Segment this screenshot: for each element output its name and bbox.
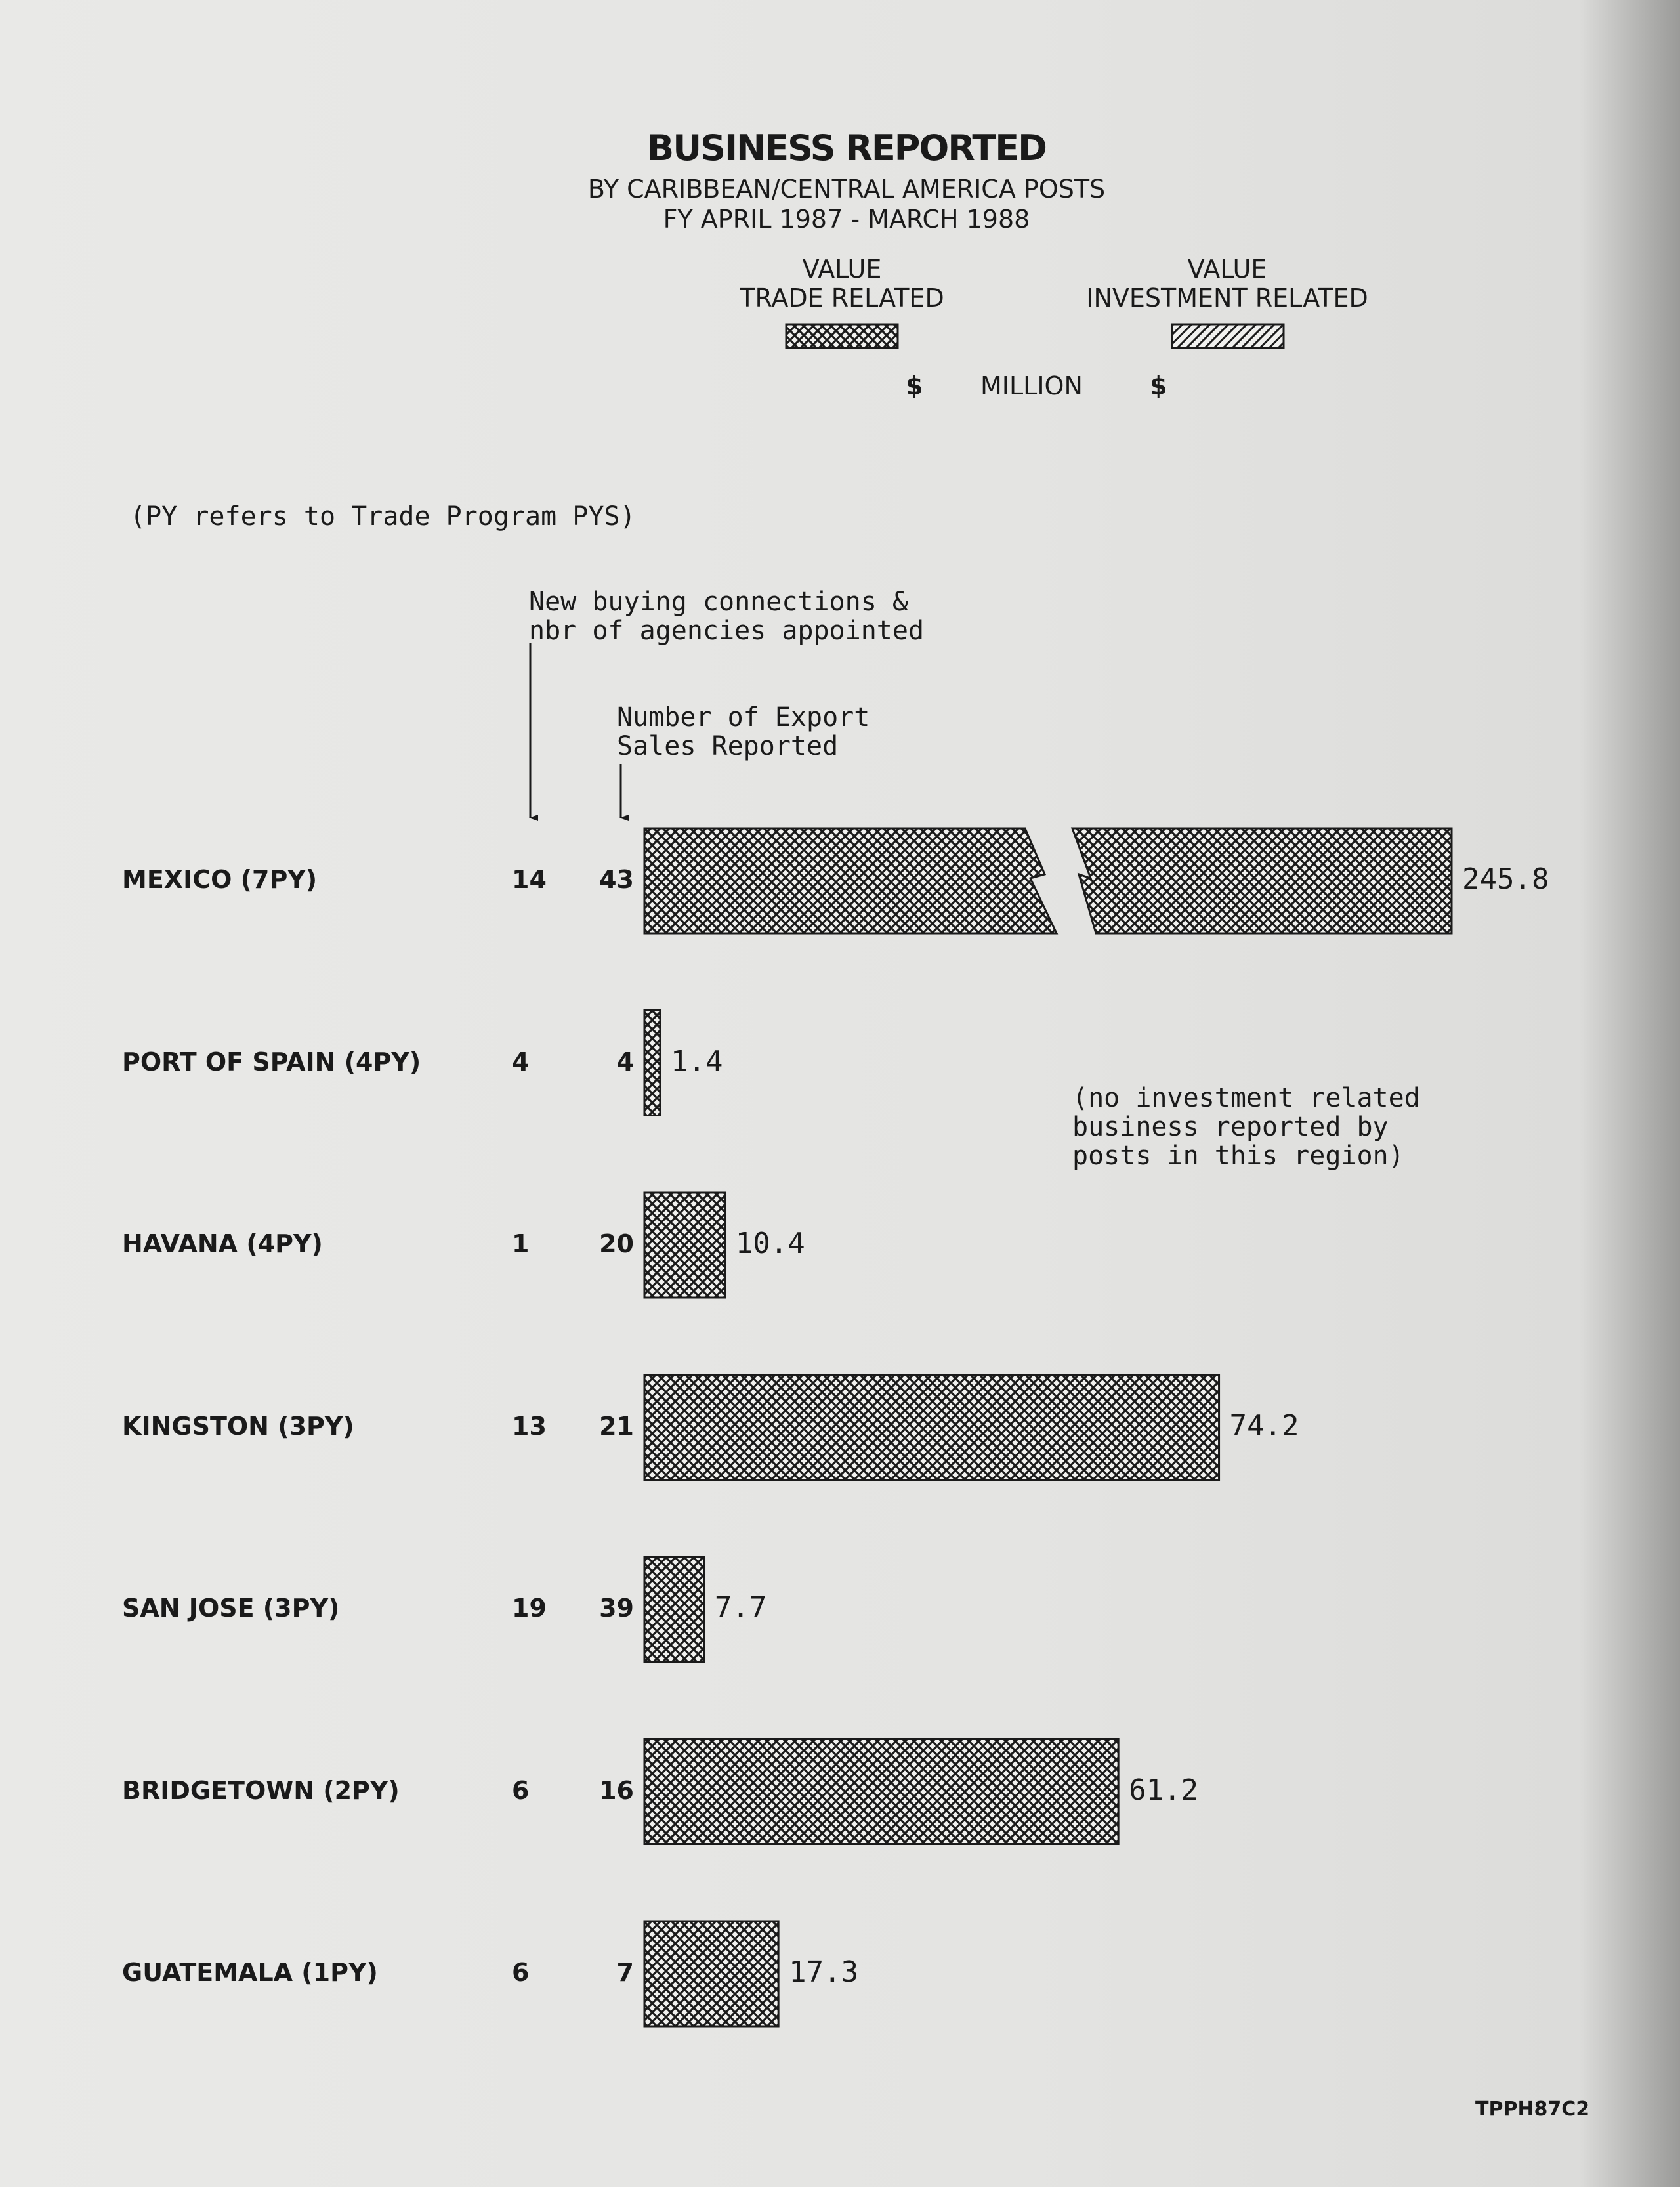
bar-trade [644, 1557, 704, 1662]
category-label: KINGSTON (3PY) [122, 1411, 354, 1441]
no-investment-note-line1: (no investment related [1072, 1083, 1420, 1113]
buying-connections-value: 14 [512, 865, 547, 894]
chart-title: BUSINESS REPORTED [647, 127, 1046, 169]
py-note: (PY refers to Trade Program PYS) [130, 501, 636, 532]
category-label: GUATEMALA (1PY) [122, 1958, 378, 1987]
export-sales-value: 21 [599, 1411, 634, 1441]
buying-connections-value: 4 [512, 1047, 530, 1076]
bar-trade [644, 1739, 1118, 1844]
no-investment-note-line2: business reported by [1072, 1112, 1389, 1142]
legend-investment-label-line1: VALUE [1187, 255, 1267, 284]
legend-trade-swatch [786, 324, 898, 348]
units-dollar-right: $ [1150, 372, 1167, 400]
bar-value-label: 61.2 [1129, 1773, 1199, 1807]
export-sales-value: 39 [599, 1594, 634, 1623]
category-label: HAVANA (4PY) [122, 1229, 323, 1258]
buying-connections-value: 6 [512, 1775, 530, 1805]
bar-value-label: 7.7 [714, 1591, 767, 1624]
units-label: MILLION [980, 372, 1083, 400]
document-code: TPPH87C2 [1475, 2098, 1590, 2121]
bar-value-label: 17.3 [789, 1955, 859, 1989]
legend-investment-label-line2: INVESTMENT RELATED [1086, 284, 1368, 312]
export-sales-value: 7 [616, 1958, 634, 1987]
chart-subtitle-region: BY CARIBBEAN/CENTRAL AMERICA POSTS [587, 175, 1106, 203]
buying-connections-value: 6 [512, 1958, 530, 1987]
export-sales-value: 43 [599, 865, 634, 894]
legend-investment-swatch [1172, 324, 1284, 348]
bar-trade [644, 1921, 778, 2026]
buying-connections-value: 1 [512, 1229, 530, 1258]
category-label: BRIDGETOWN (2PY) [122, 1775, 400, 1805]
bar-trade-part2 [1072, 828, 1452, 933]
bar-trade [644, 1011, 660, 1116]
buying-connections-label-line1: New buying connections & [529, 587, 908, 617]
export-sales-label-line1: Number of Export [617, 702, 870, 733]
no-investment-note-line3: posts in this region) [1072, 1141, 1404, 1171]
bar-value-label: 74.2 [1229, 1409, 1299, 1443]
bar-value-label: 1.4 [671, 1044, 723, 1078]
bar-value-label: 10.4 [735, 1227, 805, 1260]
bar-value-label: 245.8 [1462, 862, 1549, 896]
bar-trade [644, 1193, 725, 1298]
bar-trade-part1 [644, 828, 1057, 933]
legend-trade-label-line1: VALUE [802, 255, 882, 284]
export-sales-label-line2: Sales Reported [617, 731, 839, 761]
export-sales-value: 20 [599, 1229, 634, 1258]
legend-trade-label-line2: TRADE RELATED [740, 284, 944, 312]
category-label: SAN JOSE (3PY) [122, 1594, 340, 1623]
units-dollar-left: $ [906, 372, 923, 400]
buying-connections-value: 19 [512, 1594, 547, 1623]
export-sales-value: 16 [599, 1775, 634, 1805]
chart-subtitle-period: FY APRIL 1987 - MARCH 1988 [663, 205, 1030, 234]
buying-connections-label-line2: nbr of agencies appointed [529, 616, 925, 646]
category-label: PORT OF SPAIN (4PY) [122, 1047, 421, 1076]
category-label: MEXICO (7PY) [122, 865, 318, 894]
bar-trade [644, 1375, 1219, 1480]
buying-connections-value: 13 [512, 1411, 547, 1441]
export-sales-value: 4 [616, 1047, 634, 1076]
